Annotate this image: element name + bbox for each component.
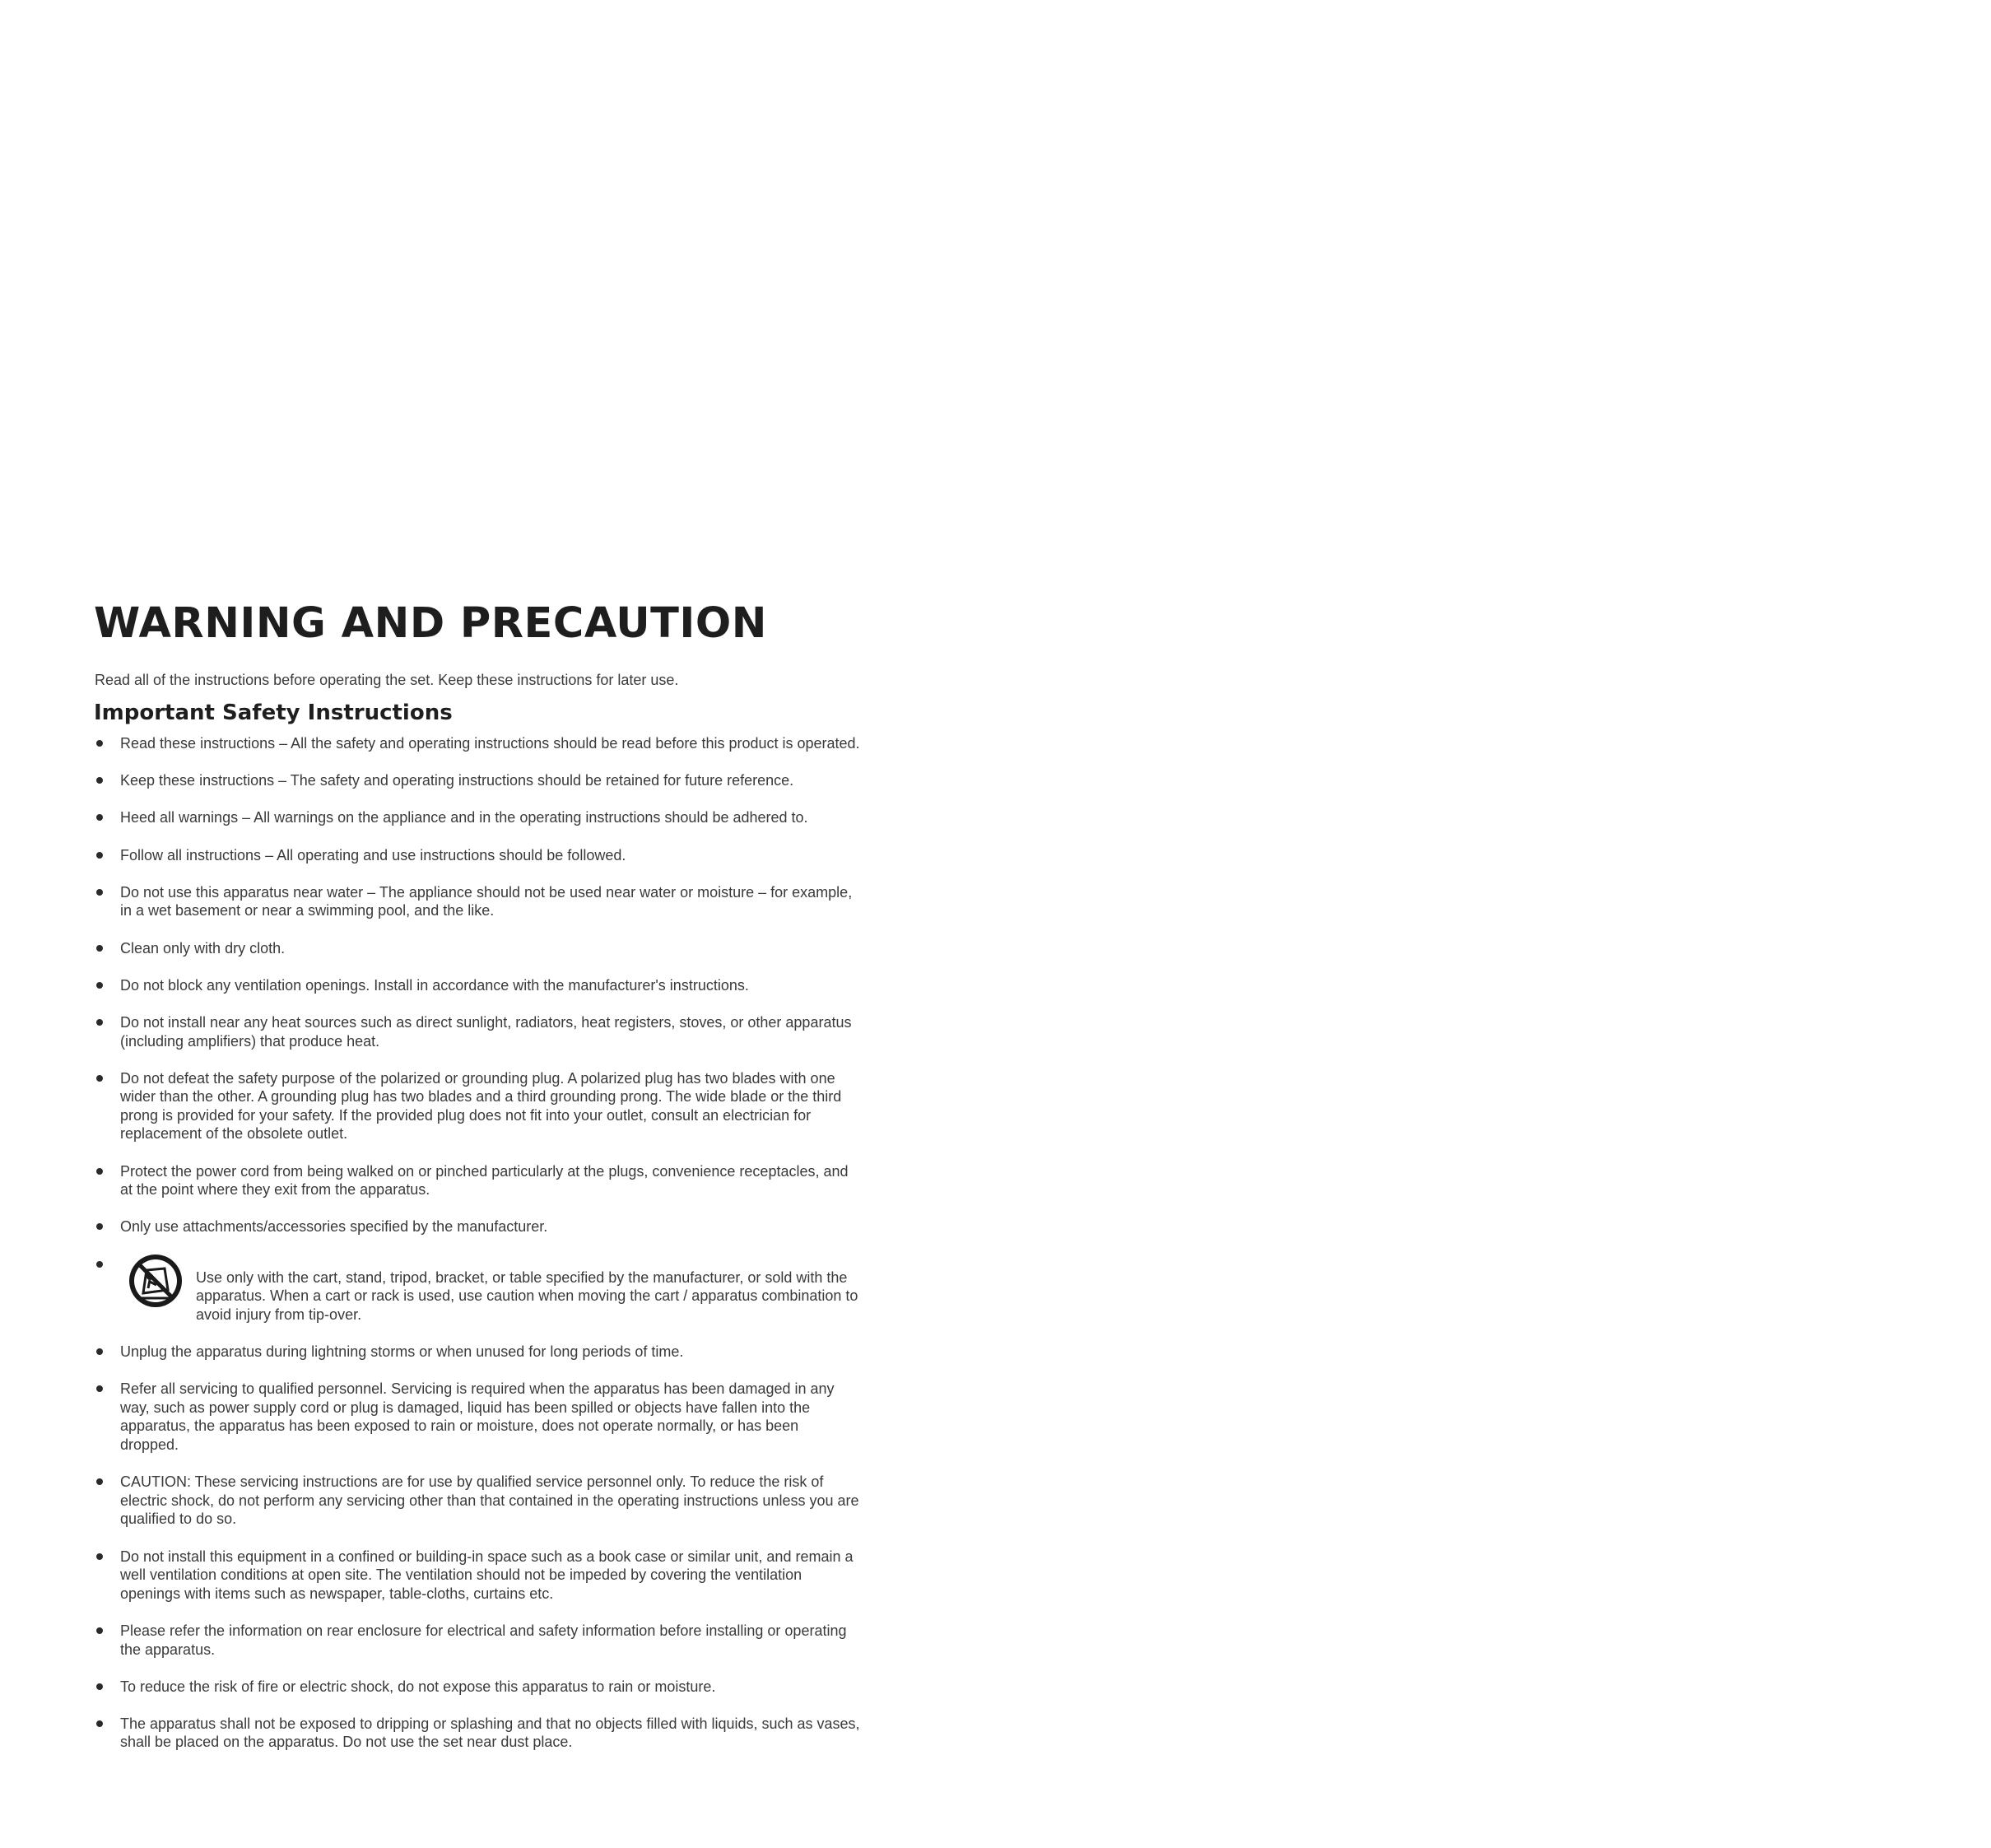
list-item — [94, 883, 861, 920]
list-item-text: Protect the power cord from being walked on or pinched particularly at the plugs, convenience receptacles, and at the point where they exit from the apparatus. — [120, 1162, 849, 1199]
list-item — [94, 976, 861, 995]
list-item-text: Do not install this equipment in a confined or building-in space such as a book case or similar unit, and remain a well ventilation conditions at open site. The ventilation should not be impeded by covering the ventilation openings with items such as newspaper, table-cloths, curtains etc. — [120, 1548, 854, 1602]
list-item-text: Clean only with dry cloth. — [120, 939, 286, 957]
bullet-icon — [96, 852, 103, 859]
list-item-cart — [94, 1255, 861, 1324]
list-item — [94, 846, 861, 865]
bullet-icon — [96, 1019, 103, 1026]
list-item-text: Keep these instructions – The safety and operating instructions should be retained for future reference. — [120, 772, 794, 789]
list-item — [94, 734, 861, 753]
bullet-icon — [96, 1261, 103, 1268]
bullet-icon — [96, 777, 103, 784]
list-item-text: CAUTION: These servicing instructions are for use by qualified service personnel only. To reduce the risk of electric shock, do not perform any servicing other than that contained in the operating instructions unless you are qualified to do so. — [120, 1473, 859, 1528]
list-item — [94, 1715, 861, 1752]
list-item-text: Refer all servicing to qualified personnel. Servicing is required when the apparatus has been damaged in any way, such as power supply cord or plug is damaged, liquid has been spilled or objects have fallen into the apparatus, the apparatus has been exposed to rain or moisture, does not operate normally, or has been dropped. — [120, 1380, 835, 1453]
list-item — [94, 1343, 861, 1362]
bullet-icon — [96, 1683, 103, 1690]
section-subtitle: Important Safety Instructions — [94, 701, 453, 725]
list-item-text: Follow all instructions – All operating and use instructions should be followed. — [120, 846, 626, 863]
bullet-icon — [96, 1223, 103, 1230]
list-item — [94, 808, 861, 827]
list-item-text: The apparatus shall not be exposed to dripping or splashing and that no objects filled with liquids, such as vases, shall be placed on the apparatus. Do not use the set near dust place. — [120, 1715, 860, 1751]
bullet-icon — [96, 1720, 103, 1727]
list-item-text: Heed all warnings – All warnings on the appliance and in the operating instructions should be adhered to. — [120, 809, 808, 826]
list-item — [94, 1473, 861, 1529]
bullet-icon — [96, 1627, 103, 1634]
page-content — [94, 599, 860, 1771]
intro-text: Read all of the instructions before operating the set. Keep these instructions for later use. — [95, 672, 679, 688]
list-item-text: Do not defeat the safety purpose of the polarized or grounding plug. A polarized plug has two blades with one wider than the other. A grounding plug has two blades and a third grounding prong. The wide blade or the third prong is provided for your safety. If the provided plug does not fit into your outlet, consult an electrician for replacement of the obsolete outlet. — [120, 1069, 842, 1143]
bullet-icon — [96, 1385, 103, 1392]
bullet-icon — [96, 1348, 103, 1355]
bullet-icon — [96, 945, 103, 952]
list-item — [94, 939, 861, 958]
list-item-text: Do not use this apparatus near water – The appliance should not be used near water or moisture – for example, in a wet basement or near a swimming pool, and the like. — [120, 883, 853, 919]
bullet-icon — [96, 1168, 103, 1175]
list-item-text: Read these instructions – All the safety and operating instructions should be read before this product is operated. — [120, 735, 860, 752]
cart-tip-over-warning-icon — [127, 1252, 184, 1310]
list-item-text: Do not block any ventilation openings. Install in accordance with the manufacturer's instructions. — [120, 976, 749, 994]
list-item — [94, 1678, 861, 1697]
bullet-icon — [96, 982, 103, 989]
list-item — [94, 771, 861, 790]
list-item-text: To reduce the risk of fire or electric shock, do not expose this apparatus to rain or moisture. — [120, 1678, 716, 1695]
list-item-text: Unplug the apparatus during lightning storms or when unused for long periods of time. — [120, 1343, 684, 1360]
list-item — [94, 1162, 861, 1199]
bullet-icon — [96, 1478, 103, 1485]
bullet-icon — [96, 889, 103, 896]
bullet-icon — [96, 740, 103, 747]
list-item-text: Only use attachments/accessories specified by the manufacturer. — [120, 1218, 548, 1236]
list-item — [94, 1217, 861, 1236]
list-item — [94, 1069, 861, 1143]
list-item-text: Use only with the cart, stand, tripod, bracket, or table specified by the manufacturer, or sold with the apparatus. When a cart or rack is used, use caution when moving the cart / apparatus combination to avoid injury from tip-over. — [196, 1268, 858, 1323]
list-item — [94, 1548, 861, 1604]
list-item-text: Do not install near any heat sources such as direct sunlight, radiators, heat registers, stoves, or other apparatus (including amplifiers) that produce heat. — [120, 1013, 852, 1050]
safety-instructions-list — [94, 734, 860, 1752]
list-item-text: Please refer the information on rear enclosure for electrical and safety information before installing or operating the apparatus. — [120, 1622, 847, 1658]
page-title: WARNING AND PRECAUTION — [94, 599, 767, 648]
bullet-icon — [96, 814, 103, 821]
list-item — [94, 1013, 861, 1050]
list-item — [94, 1380, 861, 1454]
bullet-icon — [96, 1553, 103, 1560]
bullet-icon — [96, 1075, 103, 1082]
list-item — [94, 1622, 861, 1659]
